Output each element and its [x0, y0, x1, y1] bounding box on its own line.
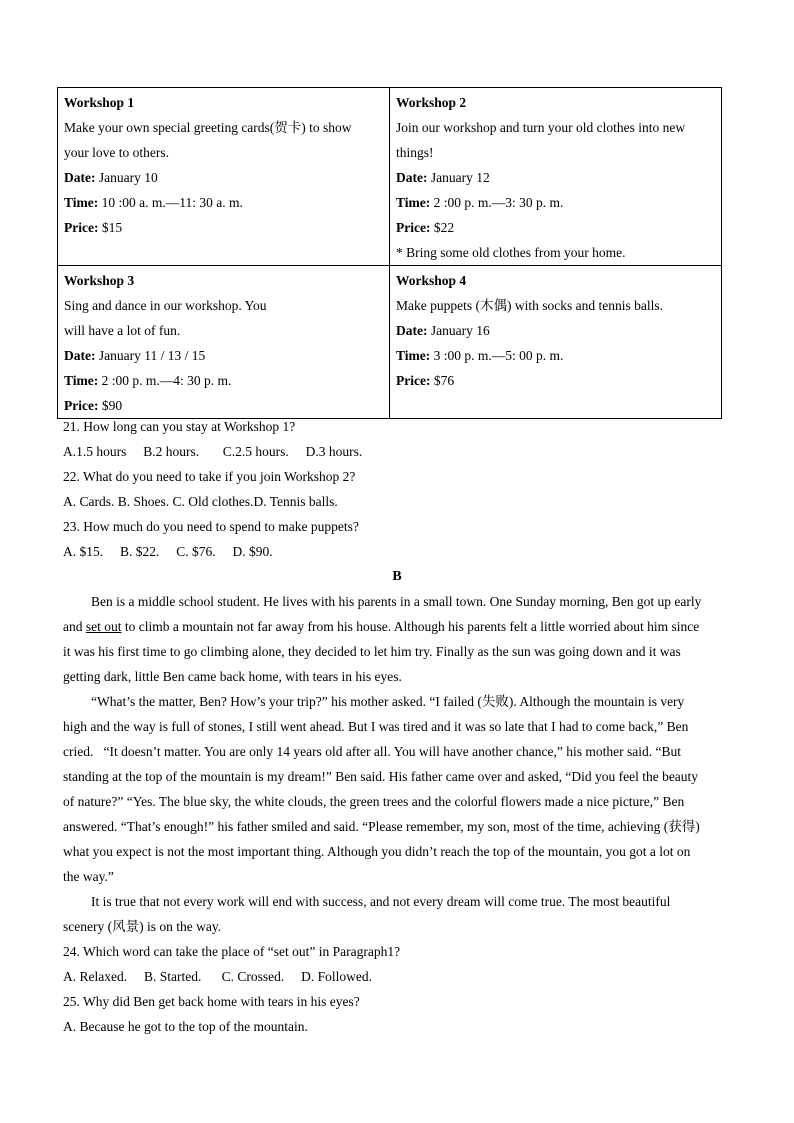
date-value: January 10 — [98, 170, 158, 185]
price-label: Price: — [64, 398, 99, 413]
workshop-cell-4 — [390, 266, 722, 419]
passage-paragraph-1 — [63, 589, 725, 689]
text-line: standing at the top of the mountain is my dream!” Ben said. His father came over and asked, “Did you feel the beauty — [63, 769, 699, 784]
workshop-title: Workshop 1 — [64, 95, 135, 110]
workshop-desc: your love to others. — [64, 145, 169, 160]
question-22-options: A. Cards. B. Shoes. C. Old clothes.D. Tennis balls. — [63, 494, 338, 509]
time-value: 2 :00 p. m.—3: 30 p. m. — [433, 195, 564, 210]
workshop-date — [396, 318, 715, 343]
text-line: “What’s the matter, Ben? How’s your trip?” his mother asked. “I failed (失败). Although the mountain is very — [91, 694, 685, 709]
date-value: January 12 — [430, 170, 490, 185]
passage-paragraph-3 — [63, 889, 725, 939]
workshop-time — [396, 190, 715, 215]
workshop-cell-3 — [58, 266, 390, 419]
workshop-date — [64, 165, 383, 190]
workshop-price — [64, 215, 383, 240]
time-label: Time: — [396, 348, 431, 363]
workshop-desc: things! — [396, 145, 434, 160]
workshop-time — [64, 190, 383, 215]
date-value: January 11 / 13 / 15 — [98, 348, 206, 363]
time-value: 10 :00 a. m.—11: 30 a. m. — [101, 195, 243, 210]
workshop-time — [64, 368, 383, 393]
workshop-price — [396, 215, 715, 240]
date-value: January 16 — [430, 323, 490, 338]
price-value: $76 — [433, 373, 455, 388]
text-line: high and the way is full of stones, I still went ahead. But I was tired and it was so late that I had to come back,” Ben — [63, 719, 689, 734]
date-label: Date: — [64, 170, 96, 185]
section-heading-b: B — [392, 569, 402, 584]
workshop-price — [396, 368, 715, 393]
text-line: the way.” — [63, 869, 114, 884]
text-line: It is true that not every work will end with success, and not every dream will come true. The most beautiful — [91, 894, 671, 909]
text-line: Ben is a middle school student. He lives with his parents in a small town. One Sunday morning, Ben got up early — [91, 594, 702, 609]
workshop-title: Workshop 3 — [64, 273, 135, 288]
time-label: Time: — [396, 195, 431, 210]
question-23-options: A. $15. B. $22. C. $76. D. $90. — [63, 544, 273, 559]
question-24: 24. Which word can take the place of “set out” in Paragraph1? — [63, 944, 401, 959]
time-label: Time: — [64, 195, 99, 210]
passage-paragraph-2 — [63, 689, 725, 889]
text-line: what you expect is not the most important thing. Although you didn’t reach the top of the mountain, you got a lot on — [63, 844, 691, 859]
text-line: cried. “It doesn’t matter. You are only 14 years old after all. You will have another chance,” his mother said. “But — [63, 744, 681, 759]
workshop-desc: Sing and dance in our workshop. You — [64, 298, 267, 313]
question-23: 23. How much do you need to spend to make puppets? — [63, 519, 359, 534]
text-line: answered. “That’s enough!” his father smiled and said. “Please remember, my son, most of the time, achieving (获得) — [63, 819, 700, 834]
workshop-desc: will have a lot of fun. — [64, 323, 181, 338]
date-label: Date: — [396, 323, 428, 338]
workshop-time — [396, 343, 715, 368]
text-fragment: and — [63, 619, 86, 634]
price-label: Price: — [396, 220, 431, 235]
workshop-date — [396, 165, 715, 190]
time-value: 2 :00 p. m.—4: 30 p. m. — [101, 373, 232, 388]
text-line: of nature?” “Yes. The blue sky, the white clouds, the green trees and the colorful flowers made a nice picture,” Ben — [63, 794, 685, 809]
workshop-title: Workshop 4 — [396, 273, 467, 288]
workshop-title: Workshop 2 — [396, 95, 467, 110]
underlined-phrase: set out — [85, 619, 122, 634]
text-fragment: to climb a mountain not far away from his house. Although his parents felt a little worried about him since — [121, 619, 700, 634]
text-line — [63, 614, 725, 639]
question-21: 21. How long can you stay at Workshop 1? — [63, 419, 296, 434]
price-label: Price: — [396, 373, 431, 388]
date-label: Date: — [64, 348, 96, 363]
workshop-desc: Make puppets (木偶) with socks and tennis balls. — [396, 298, 663, 313]
workshop-date — [64, 343, 383, 368]
question-25-option-a: A. Because he got to the top of the mountain. — [63, 1019, 308, 1034]
time-label: Time: — [64, 373, 99, 388]
price-label: Price: — [64, 220, 99, 235]
text-line: getting dark, little Ben came back home, with tears in his eyes. — [63, 669, 402, 684]
workshop-desc: Make your own special greeting cards(贺卡) to show — [64, 120, 352, 135]
question-22: 22. What do you need to take if you join Workshop 2? — [63, 469, 356, 484]
price-value: $90 — [101, 398, 123, 413]
workshop-note: * Bring some old clothes from your home. — [396, 245, 626, 260]
text-line: it was his first time to go climbing alone, they decided to let him try. Finally as the sun was going down and it was — [63, 644, 681, 659]
question-21-options: A.1.5 hours B.2 hours. C.2.5 hours. D.3 hours. — [63, 444, 363, 459]
workshop-table — [57, 87, 722, 419]
text-line: scenery (风景) is on the way. — [63, 919, 222, 934]
price-value: $15 — [101, 220, 123, 235]
workshop-cell-1 — [58, 88, 390, 266]
workshop-desc: Join our workshop and turn your old clothes into new — [396, 120, 686, 135]
time-value: 3 :00 p. m.—5: 00 p. m. — [433, 348, 564, 363]
price-value: $22 — [433, 220, 455, 235]
question-24-options: A. Relaxed. B. Started. C. Crossed. D. Followed. — [63, 969, 372, 984]
question-25: 25. Why did Ben get back home with tears in his eyes? — [63, 994, 360, 1009]
date-label: Date: — [396, 170, 428, 185]
workshop-cell-2 — [390, 88, 722, 266]
